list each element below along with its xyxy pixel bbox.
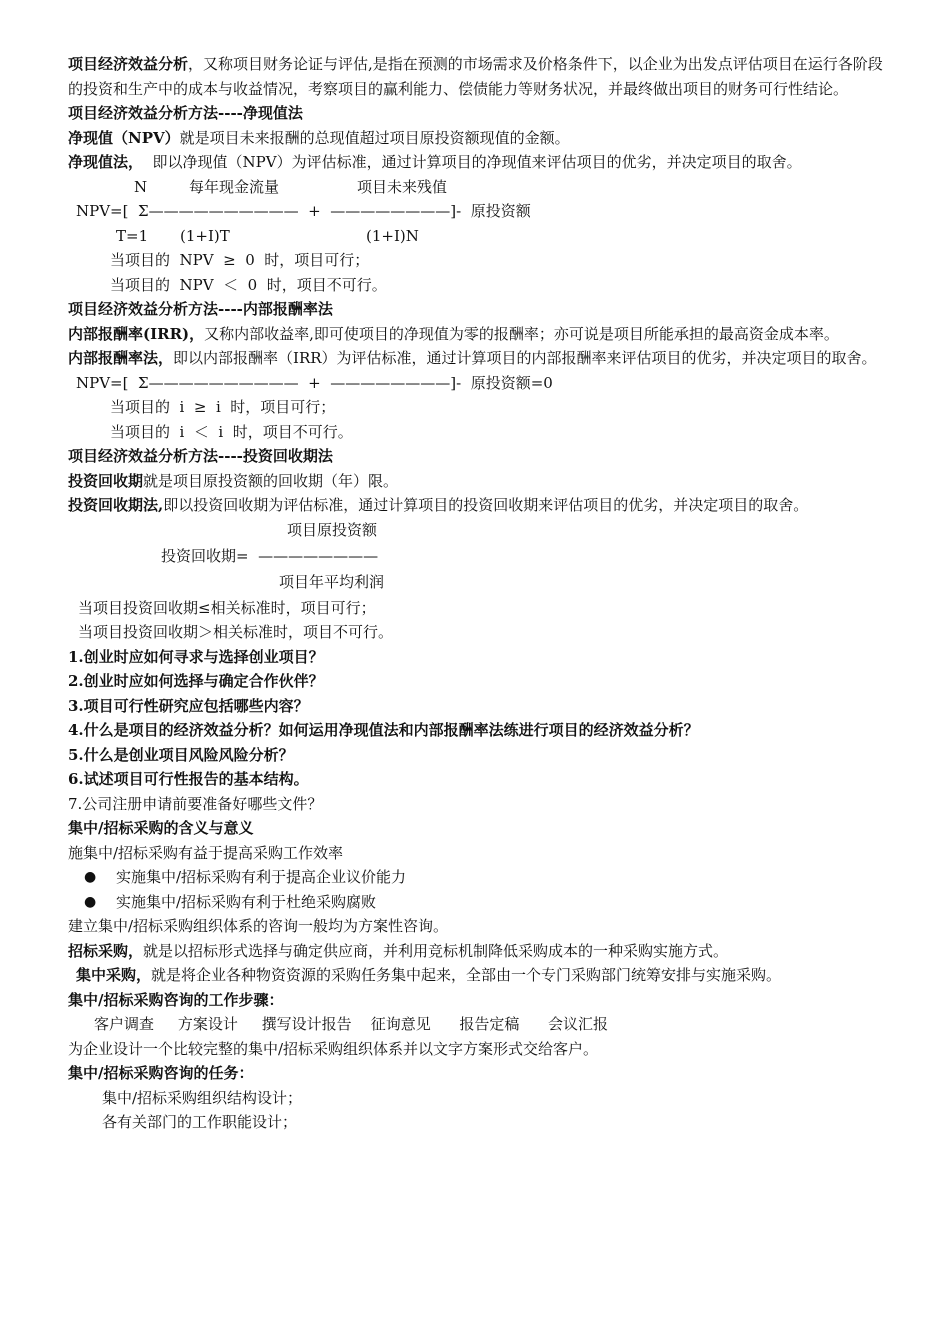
formula-denominator-1: (1+I)T [180,226,230,245]
payback-denominator: 项目年平均利润 [279,572,385,591]
payback-lhs: 投资回收期= ———————— [161,546,379,565]
payback-formula-mid [68,544,890,570]
tender-definition [68,939,890,964]
payback-def-text: 就是项目原投资额的回收期（年）限。 [143,471,399,490]
question-4: 4.什么是项目的经济效益分析？如何运用净现值法和内部报酬率法练进行项目的经济效益分析？ [68,721,699,739]
question-6: 6.试述项目可行性报告的基本结构。 [68,770,309,788]
npv-heading: 项目经济效益分析方法----净现值法 [68,104,303,122]
steps-note: 为企业设计一个比较完整的集中/招标采购组织体系并以文字方案形式交给客户。 [68,1039,599,1058]
intro-paragraph [68,52,890,101]
irr-def-term: 内部报酬率(IRR)， [68,324,205,343]
bullet-dot-icon: ● [84,893,97,910]
procurement-heading: 集中/招标采购的含义与意义 [68,819,254,837]
payback-def-term: 投资回收期 [68,471,144,490]
npv-definition [68,126,890,151]
npv-method-text: 即以净现值（NPV）为评估标准，通过计算项目的净现值来评估项目的优劣，并决定项目的取舍。 [143,153,802,171]
formula-numerator-1: 每年现金流量 [189,177,280,196]
irr-rule-1: 当项目的 i ≥ i 时，项目可行； [110,398,336,416]
question-2: 2.创业时应如何选择与确定合作伙伴？ [68,672,324,690]
bullet-item [68,890,890,915]
payback-numerator: 项目原投资额 [287,520,378,539]
bullet-text: 实施集中/招标采购有利于提高企业议价能力 [116,868,407,886]
irr-definition [68,322,890,347]
npv-formula-top [68,175,890,200]
irr-formula [68,371,890,396]
payback-method-term: 投资回收期法, [68,496,164,514]
payback-method [68,493,890,518]
formula-sum-upper: N [134,177,148,196]
question-1: 1.创业时应如何寻求与选择创业项目？ [68,647,324,666]
intro-text: ，又称项目财务论证与评估,是指在预测的市场需求及价格条件下，以企业为出发点评估项目在运行各阶段的投资和生产中的成本与收益情况，考察项目的赢利能力、偿债能力等财务状况，并最终做出项目的财务可行性结论。 [68,55,883,98]
irr-heading: 项目经济效益分析方法----内部报酬率法 [68,300,333,318]
formula-numerator-2: 项目未来残值 [357,177,448,196]
npv-rule-1: 当项目的 NPV ≥ 0 时，项目可行； [110,251,370,269]
question-5: 5.什么是创业项目风险风险分析？ [68,745,294,764]
payback-heading: 项目经济效益分析方法----投资回收期法 [68,447,333,465]
tender-term: 招标采购， [68,941,144,960]
question-3: 3.项目可行性研究应包括哪些内容？ [68,696,309,715]
formula-denominator-2: (1+I)N [366,226,419,245]
bullet-text: 实施集中/招标采购有利于杜绝采购腐败 [116,892,377,911]
irr-rule-2: 当项目的 i ＜ i 时，项目不可行。 [110,422,353,441]
payback-formula-top [68,518,890,544]
payback-formula-bottom [68,570,890,596]
central-text: 就是将企业各种物资资源的采购任务集中起来，全部由一个专门采购部门统筹安排与实施采购。 [151,966,782,984]
npv-def-term: 净现值（NPV） [68,128,180,147]
bullet-item [68,865,890,890]
formula-sum-lower: T=1 [116,226,149,245]
npv-method-term: 净现值法， [68,153,144,171]
payback-rule-2: 当项目投资回收期＞相关标准时，项目不可行。 [78,623,394,641]
irr-def-text: 又称内部收益率,即可使项目的净现值为零的报酬率；亦可说是项目所能承担的最高资金成本率。 [204,324,839,343]
tasks-heading: 集中/招标采购咨询的任务： [68,1064,254,1082]
procurement-line-2: 建立集中/招标采购组织体系的咨询一般均为方案性咨询。 [68,917,449,935]
formula-main: NPV=[ Σ—————————— + ————————]- 原投资额 [76,202,531,220]
intro-term: 项目经济效益分析 [68,55,189,73]
npv-method [68,150,890,175]
task-item: 集中/招标采购组织结构设计； [102,1088,303,1107]
npv-formula-mid [68,199,890,224]
irr-method [68,346,890,371]
npv-rule-2: 当项目的 NPV ＜ 0 时，项目不可行。 [110,275,387,294]
bullet-dot-icon: ● [84,869,97,885]
npv-formula-bottom [68,224,890,249]
npv-def-text: 就是项目未来报酬的总现值超过项目原投资额现值的金额。 [179,128,570,147]
irr-method-text: 即以内部报酬率（IRR）为评估标准，通过计算项目的内部报酬率来评估项目的优劣，并决定项目的取舍。 [173,349,877,367]
document-page [68,52,890,1135]
irr-formula-main: NPV=[ Σ—————————— + ————————]- 原投资额=0 [76,373,553,392]
task-item: 各有关部门的工作职能设计； [102,1113,298,1131]
procurement-line-1: 施集中/招标采购有益于提高采购工作效率 [68,843,344,862]
question-7: 7.公司注册申请前要准备好哪些文件？ [68,794,323,813]
central-definition [68,963,890,988]
irr-method-term: 内部报酬率法， [68,349,174,367]
payback-rule-1: 当项目投资回收期≤相关标准时，项目可行； [78,598,376,617]
payback-method-text: 即以投资回收期为评估标准，通过计算项目的投资回收期来评估项目的优劣，并决定项目的取舍。 [163,496,809,514]
payback-definition [68,469,890,494]
steps-heading: 集中/招标采购咨询的工作步骤： [68,990,284,1009]
tender-text: 就是以招标形式选择与确定供应商，并利用竞标机制降低采购成本的一种采购实施方式。 [143,941,729,960]
steps-list: 客户调查 方案设计 撰写设计报告 征询意见 报告定稿 会议汇报 [94,1015,608,1033]
central-term: 集中采购， [76,966,152,984]
